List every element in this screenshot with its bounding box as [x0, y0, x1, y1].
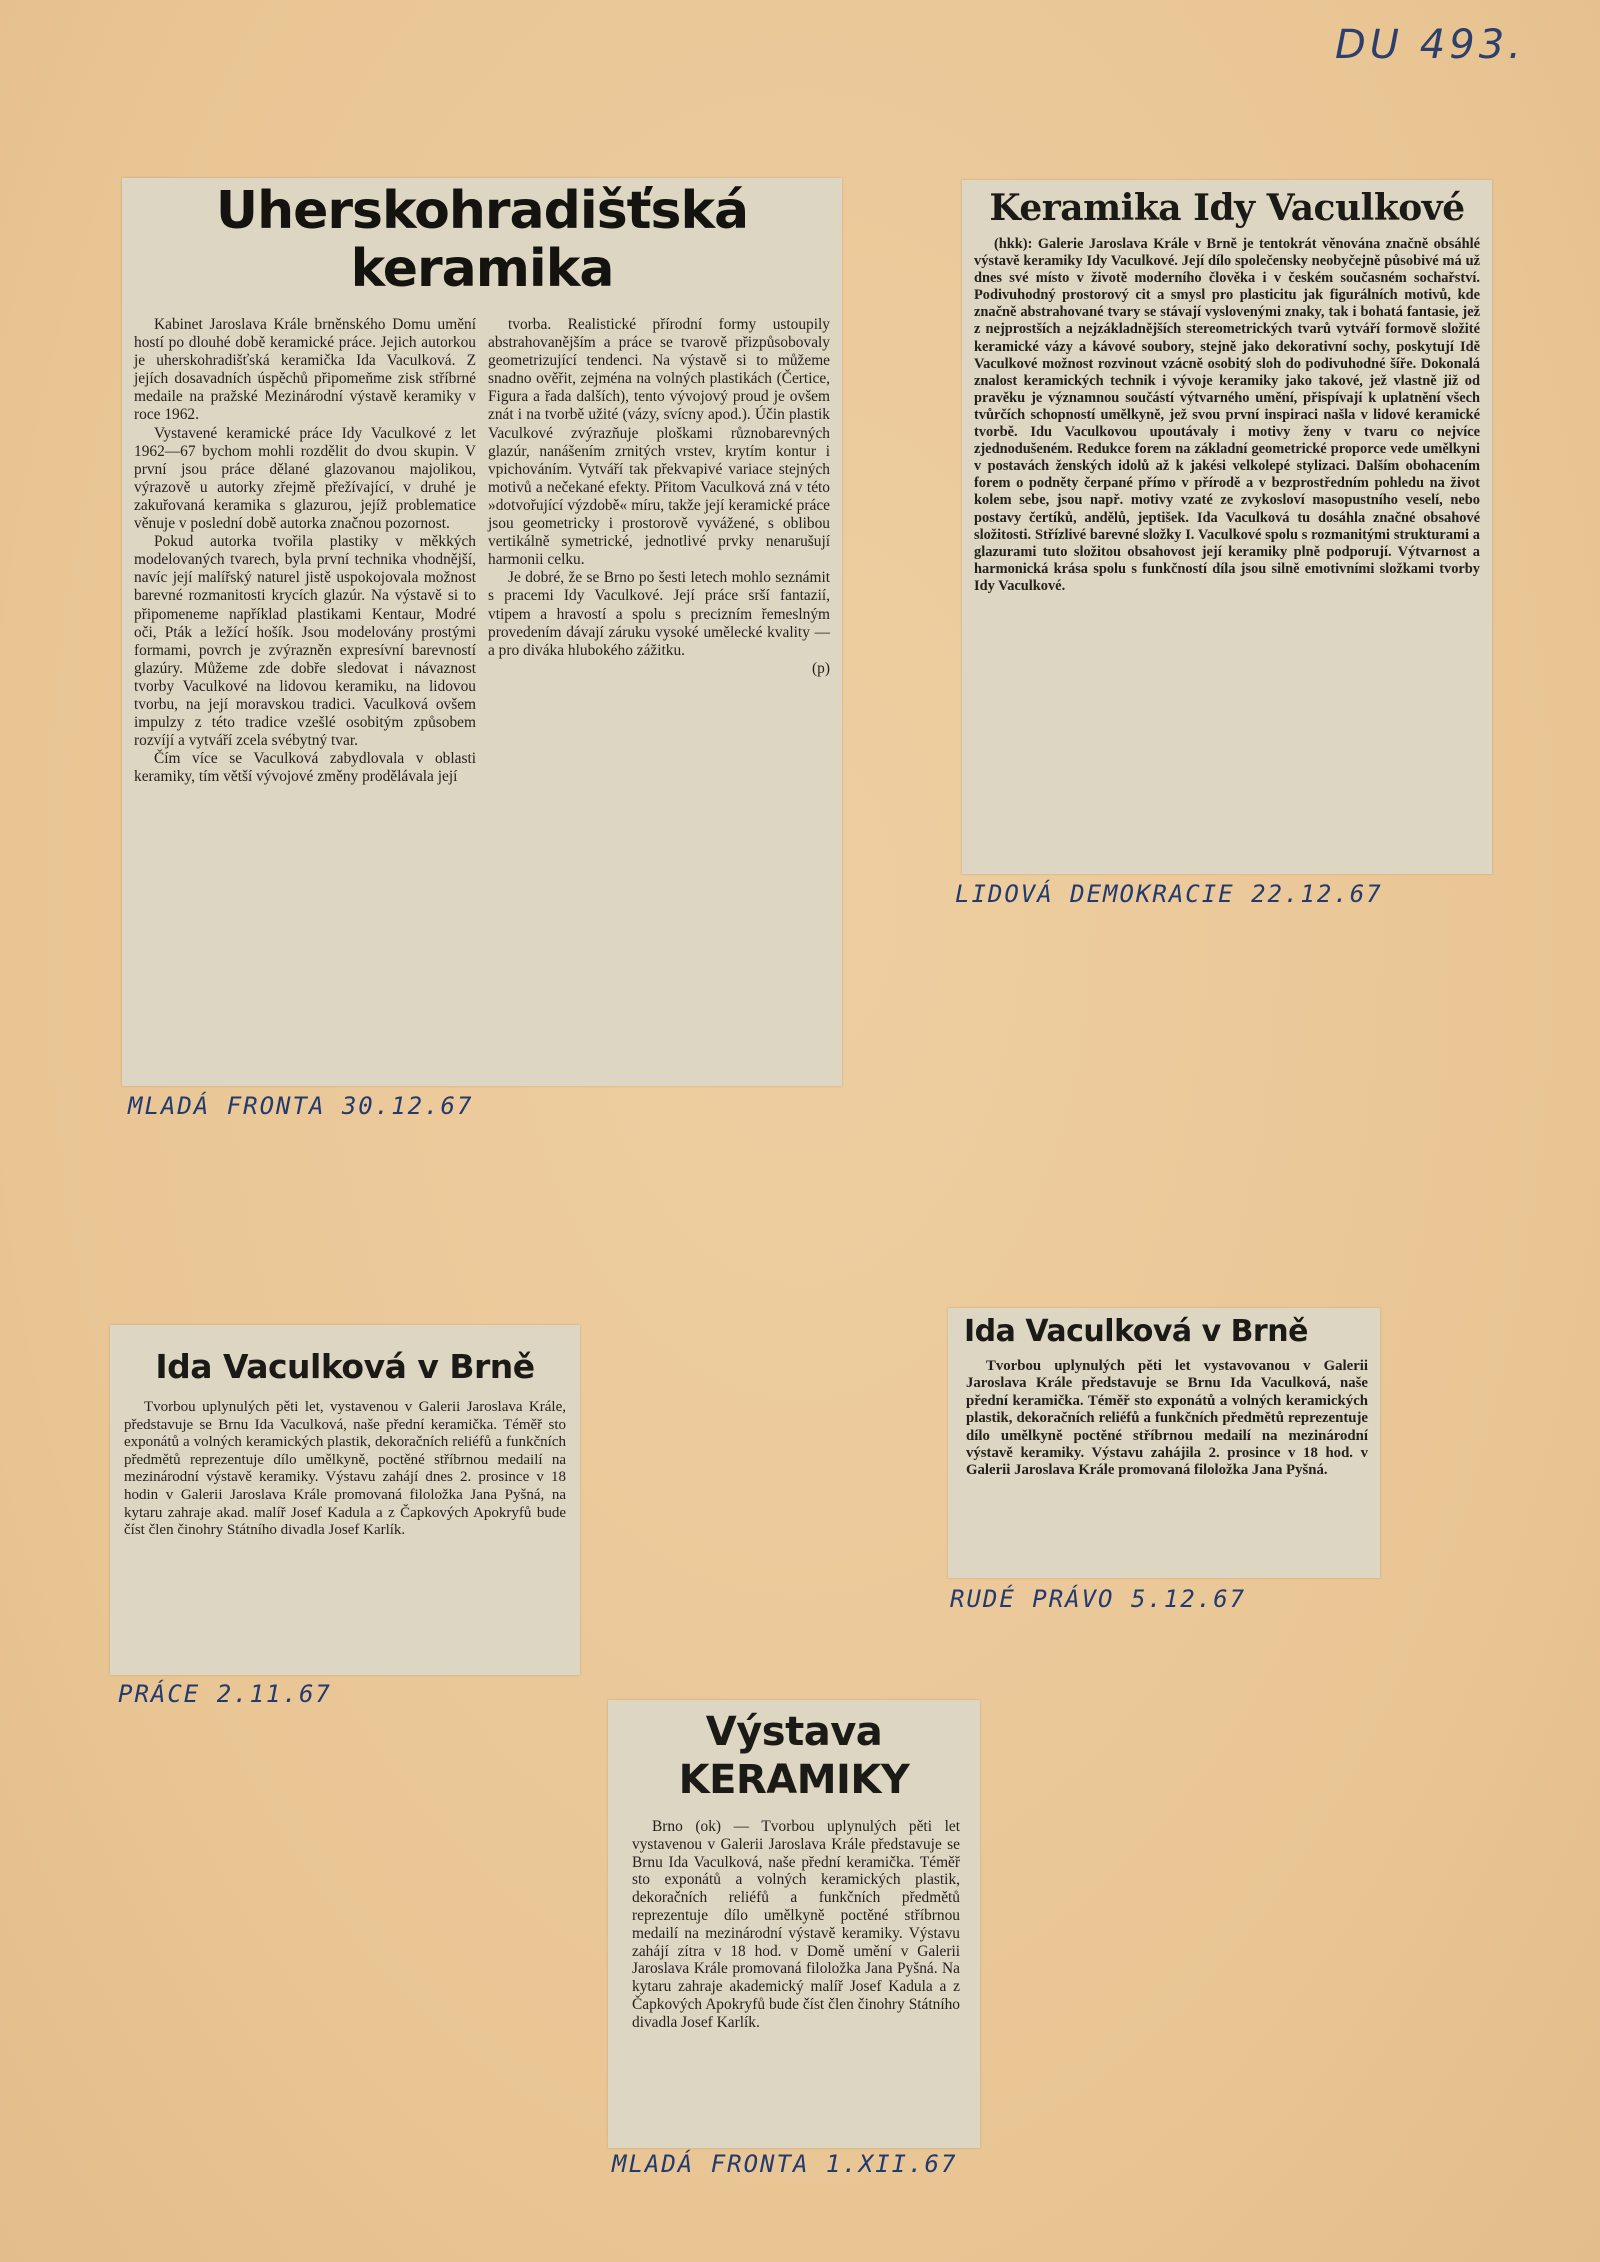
article-paragraph: Tvorbou uplynulých pěti let vystavovanou v Galerii Jaroslava Krále představuje se Brnu Ida Vaculková, naše přední keramička. Téměř sto exponátů a volných keramických plastik, dekoračních reliéfů a funkčních předmětů reprezentuje dílo umělkyně poctěné stříbrnou medailí na mezinárodní výstavě keramiky. Výstavu zahájila 2. prosince v 18 hod. v Galerii Jaroslava Krále promovaná filoložka Jana Pyšná.	[966, 1358, 1368, 1479]
clipping-title: Keramika Idy Vaculkové	[989, 187, 1465, 229]
clipping-keramika-idy-vaculkove	[962, 180, 1492, 874]
article-signature: (p)	[812, 659, 830, 677]
article-column-left	[134, 316, 476, 786]
article-paragraph: Tvorbou uplynulých pěti let, vystavenou v Galerii Jaroslava Krále, představuje se Brnu Ida Vaculková, naše přední keramička. Téměř sto exponátů a volných keramických plastik, dekoračních reliéfů a funkčních předmětů reprezentuje dílo umělkyně, poctěné stříbrnou medailí na mezinárodní výstavě keramiky. Výstavu zahájí dnes 2. prosince v 18 hodin v Galerii Jaroslava Krále promovaná filoložka Jana Pyšná, na kytaru zahraje akad. malíř Josef Kadula a z Čapkových Apokryfů bude číst člen činohry Státního divadla Josef Karlík.	[124, 1399, 566, 1539]
clipping-ida-vaculkova-v-brne-rude-pravo	[948, 1308, 1380, 1578]
article-body	[962, 236, 1492, 595]
handwritten-source-note: MLADÁ FRONTA 1.XII.67	[612, 2150, 958, 2178]
handwritten-source-note: PRÁCE 2.11.67	[118, 1680, 332, 1708]
clipping-ida-vaculkova-v-brne-prace	[110, 1325, 580, 1675]
article-paragraph: Kabinet Jaroslava Krále brněnského Domu umění hostí po dlouhé době keramické práce. Jejich autorkou je uherskohradišťská keramička Ida Vaculková. Z jejích dosavadních úspěchů připomeňme zisk stříbrné medaile na pražské Mezinárodní výstavě keramiky v roce 1962.	[134, 316, 476, 424]
handwritten-source-note: MLADÁ FRONTA 30.12.67	[128, 1092, 474, 1120]
clipping-title: Ida Vaculková v Brně	[155, 1347, 535, 1386]
article-paragraph: tvorba. Realistické přírodní formy ustoupily abstrahovanějším a práce se tvarově přizpůsobovaly geometrizující tendenci. Na výstavě si to můžeme snadno ověřit, zejména na volných plastikách (Čertice, Figura a řada dalších), tento vývojový proud je ovšem znát i na tvorbě užité (vázy, svícny apod.). Účin plastik Vaculkové zvýrazňuje ploškami různobarevných glazúr, nanášením zrnitých vrstev, krytím kontur i vpichováním. Vytváří tak překvapivé variace stejných motivů a nečekané efekty. Přitom Vaculková zná v této »dotvořující výzdobě« míru, takže její keramické práce jsou geometricky i prostorově vyvážené, s oblibou vertikálně symetrické, jednotlivé prvky nenarušují harmonii celku.	[488, 316, 830, 569]
article-body	[948, 1358, 1380, 1480]
article-body	[608, 1818, 980, 2032]
article-paragraph: Je dobré, že se Brno po šesti letech mohlo seznámit s pracemi Idy Vaculkové. Její práce srší fantazií, vtipem a hravostí a spolu s precizním řemeslným provedením dávají záruku vysoké umělecké kvality — a pro diváka hlubokého zážitku.	[488, 569, 830, 659]
clipping-title: Výstava KERAMIKY	[678, 1709, 910, 1803]
handwritten-source-note: RUDÉ PRÁVO 5.12.67	[950, 1585, 1247, 1613]
article-paragraph: Brno (ok) — Tvorbou uplynulých pěti let vystavenou v Galerii Jaroslava Krále představuje se Brnu Ida Vaculková, naše přední keramička. Téměř sto exponátů a volných keramických plastik, dekoračních reliéfů a funkčních předmětů reprezentuje dílo umělkyně poctěné stříbrnou medailí na mezinárodní výstavě keramiky. Výstavu zahájí zítra v 18 hod. v Domě umění v Galerii Jaroslava Krále promovaná filoložka Jana Pyšná. Na kytaru zahraje akademický malíř Josef Kadula a z Čapkových Apokryfů bude číst člen činohry Státního divadla Josef Karlík.	[632, 1818, 960, 2031]
handwritten-source-note: LIDOVÁ DEMOKRACIE 22.12.67	[955, 880, 1383, 908]
article-paragraph: (hkk): Galerie Jaroslava Krále v Brně je tentokrát věnována značně obsáhlé výstavě keramiky Idy Vaculkové. Její dílo společensky neobyčejně působivé má už dnes své místo v životě moderního člověka i v českém současném sochařství. Podivuhodný prostorový cit a smysl pro plasticitu jak figurálních motivů, kde značně abstrahované tvary se stávají vyslovenými znaky, tak i bohatá fantasie, jež z nejprostších a nejzákladnějších stereometrických tvarů vytváří formově složité keramické vázy a kávové soubory, stejně jako dekorativní sochy, poskytují Idě Vaculkové možnost rozvinout vzácně osobitý sloh do podivuhodné šíře. Dokonalá znalost keramických technik i vývoje keramiky jako takové, jež vlastně již od pravěku je významnou součástí výtvarného umění, přispívají k uplatnění všech tvůrčích schopností umělkyně, jež svou první inspiraci našla v lidové keramické tvorbě. Idu Vaculkovou upoutávaly i motivy ženy v tvaru co nejvíce zjednodušeném. Redukce forem na základní geometrické proporce vede umělkyni v postavách ženských idolů až k jakési velkolepé stylizaci. Dalším obohacením forem o podněty čerpané přímo v přírodě a v bezprostředním pohledu na život kolem sebe, jsou např. motivy vzaté ze zvykosloví masopustního veselí, nebo postavy čertíků, andělů, jeptišek. Ida Vaculková tu dosáhla značné obsahové složitosti. Střízlivé barevné složky I. Vaculkové spolu s rozmanitými strukturami a glazurami tuto složitou obsahovost její keramiky plně podporují. Výtvarnost a harmonická krása spolu s funkčností díla jsou silně emotivními složkami tvorby Idy Vaculkové.	[974, 236, 1480, 594]
article-body	[110, 1399, 580, 1540]
article-paragraph: Pokud autorka tvořila plastiky v měkkých modelovaných tvarech, byla první technika vhodnější, navíc její malířský naturel jistě uspokojovala možnost barevné rozmanitosti krycích glazúr. Na výstavě si to připomeneme například plastikami Kentaur, Modré oči, Pták a ležící hošík. Jsou modelovány prostými formami, povrch je zvýrazněn expresívní barevností glazúry. Můžeme zde dobře sledovat i návaznost tvorby Vaculkové na lidovou keramiku, na lidovou tvorbu, na její moravskou tradici. Vaculková ovšem impulzy z této tradice vzešlé osobitým způsobem rozvíjí a vytváří zcela svébytný tvar.	[134, 533, 476, 750]
archive-reference: DU 493.	[1335, 22, 1525, 68]
article-paragraph: Vystavené keramické práce Idy Vaculkové z let 1962—67 bychom mohli rozdělit do dvou skupin. V první jsou práce dělané glazovanou majolikou, výrazově u autorky zřejmě přežívající, v druhé je zakuřovaná keramika s glazurou, jejíž problematice věnuje v poslední době autorka značnou pozornost.	[134, 424, 476, 533]
article-paragraph: Čím více se Vaculková zabydlovala v oblasti keramiky, tím větší vývojové změny prodělávala její	[134, 750, 476, 786]
article-column-right	[488, 316, 830, 786]
clipping-uherskohradistska-keramika	[122, 178, 842, 1086]
clipping-vystava-keramiky	[608, 1700, 980, 2148]
clipping-title: Ida Vaculková v Brně	[964, 1314, 1308, 1349]
clipping-title: Uherskohradišťská keramika	[215, 181, 749, 299]
